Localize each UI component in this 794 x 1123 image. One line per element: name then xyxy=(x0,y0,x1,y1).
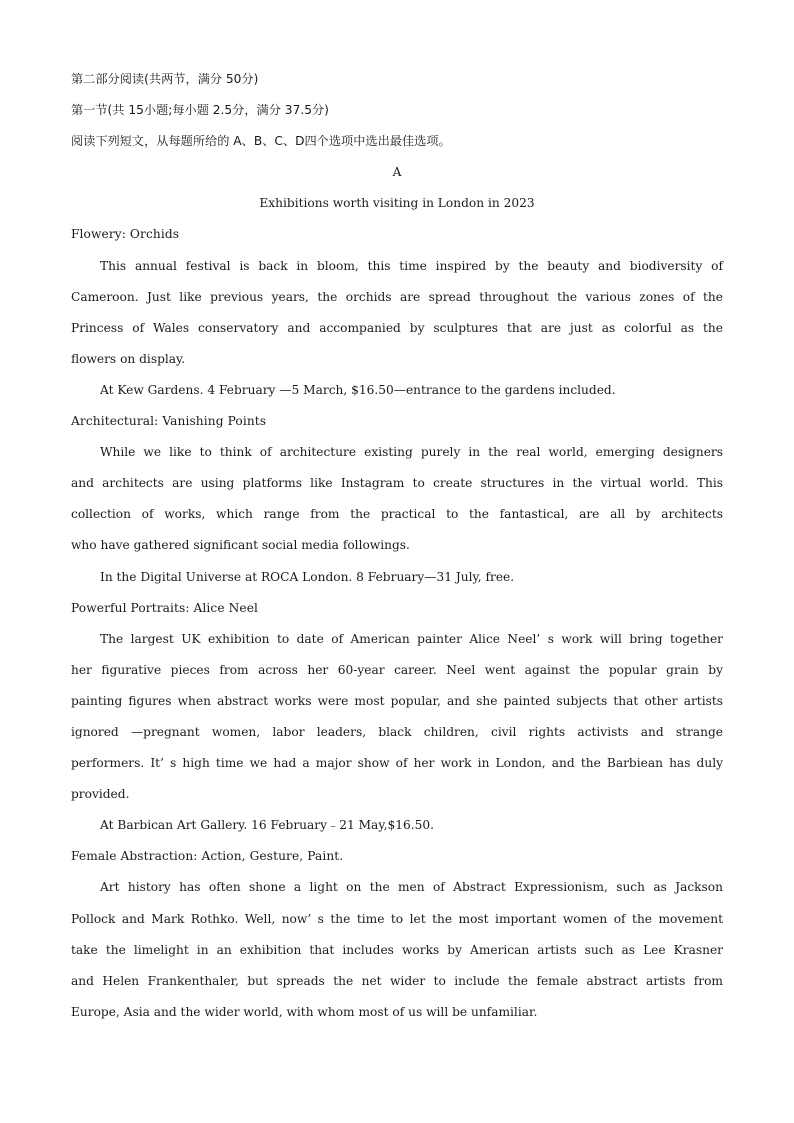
section-heading: 第一节(共 15小题;每小题 2.5分，满分 37.5分) xyxy=(71,103,329,118)
exhibition-heading: Architectural: Vanishing Points xyxy=(71,414,267,429)
part-heading: 第二部分阅读(共两节，满分 50分) xyxy=(71,72,259,86)
paragraph-line: flowers on display. xyxy=(71,351,186,366)
paragraph-line: While we like to think of architecture existing purely in the real world, emerging designers xyxy=(100,445,723,460)
document-page xyxy=(71,64,723,1028)
paragraph-line: Princess of Wales conservatory and accompanied by sculptures that are just as colorful as the xyxy=(71,320,723,335)
paragraph-line: The largest UK exhibition to date of American painter Alice Neel’ s work will bring together xyxy=(100,631,723,646)
paragraph-line: who have gathered significant social media followings. xyxy=(71,538,410,553)
paragraph-line: provided. xyxy=(71,787,130,802)
paragraph-line: Pollock and Mark Rothko. Well, now’ s the time to let the most important women of the movement xyxy=(71,911,723,926)
paragraph-line: collection of works, which range from the practical to the fantastical, are all by architects xyxy=(71,507,723,522)
paragraph-line: Cameroon. Just like previous years, the orchids are spread throughout the various zones of the xyxy=(71,289,723,304)
paragraph-line: her figurative pieces from across her 60-year career. Neel went against the popular grain by xyxy=(71,662,723,677)
passage-label: A xyxy=(392,165,402,180)
paragraph-line: ignored —pregnant women, labor leaders, black children, civil rights activists and strange xyxy=(71,724,723,739)
passage-title: Exhibitions worth visiting in London in 2023 xyxy=(259,196,535,211)
exhibition-heading: Powerful Portraits: Alice Neel xyxy=(71,600,259,615)
exhibition-heading: Flowery: Orchids xyxy=(71,227,180,242)
paragraph-line: and architects are using platforms like Instagram to create structures in the virtual world. This xyxy=(71,476,723,491)
instruction-text: 阅读下列短文，从每题所给的 A、B、C、D四个选项中选出最佳选项。 xyxy=(71,134,451,149)
exhibition-details: At Kew Gardens. 4 February —5 March, $16.50—entrance to the gardens included. xyxy=(100,382,616,397)
exhibition-heading: Female Abstraction: Action, Gesture, Paint. xyxy=(71,849,344,864)
exhibition-details: At Barbican Art Gallery. 16 February﹣21 May,$16.50. xyxy=(100,818,434,833)
paragraph-line: and Helen Frankenthaler, but spreads the net wider to include the female abstract artists from xyxy=(71,973,723,988)
exhibition-details: In the Digital Universe at ROCA London. 8 February—31 July, free. xyxy=(100,569,515,584)
paragraph-line: Art history has often shone a light on the men of Abstract Expressionism, such as Jackson xyxy=(100,880,723,895)
paragraph-line: performers. It’ s high time we had a major show of her work in London, and the Barbiean has duly xyxy=(71,756,723,771)
paragraph-line: painting figures when abstract works were most popular, and she painted subjects that other artists xyxy=(71,693,723,708)
paragraph-line: This annual festival is back in bloom, this time inspired by the beauty and biodiversity of xyxy=(100,258,723,273)
paragraph-line: Europe, Asia and the wider world, with whom most of us will be unfamiliar. xyxy=(71,1004,538,1019)
paragraph-line: take the limelight in an exhibition that includes works by American artists such as Lee Krasner xyxy=(71,942,723,957)
